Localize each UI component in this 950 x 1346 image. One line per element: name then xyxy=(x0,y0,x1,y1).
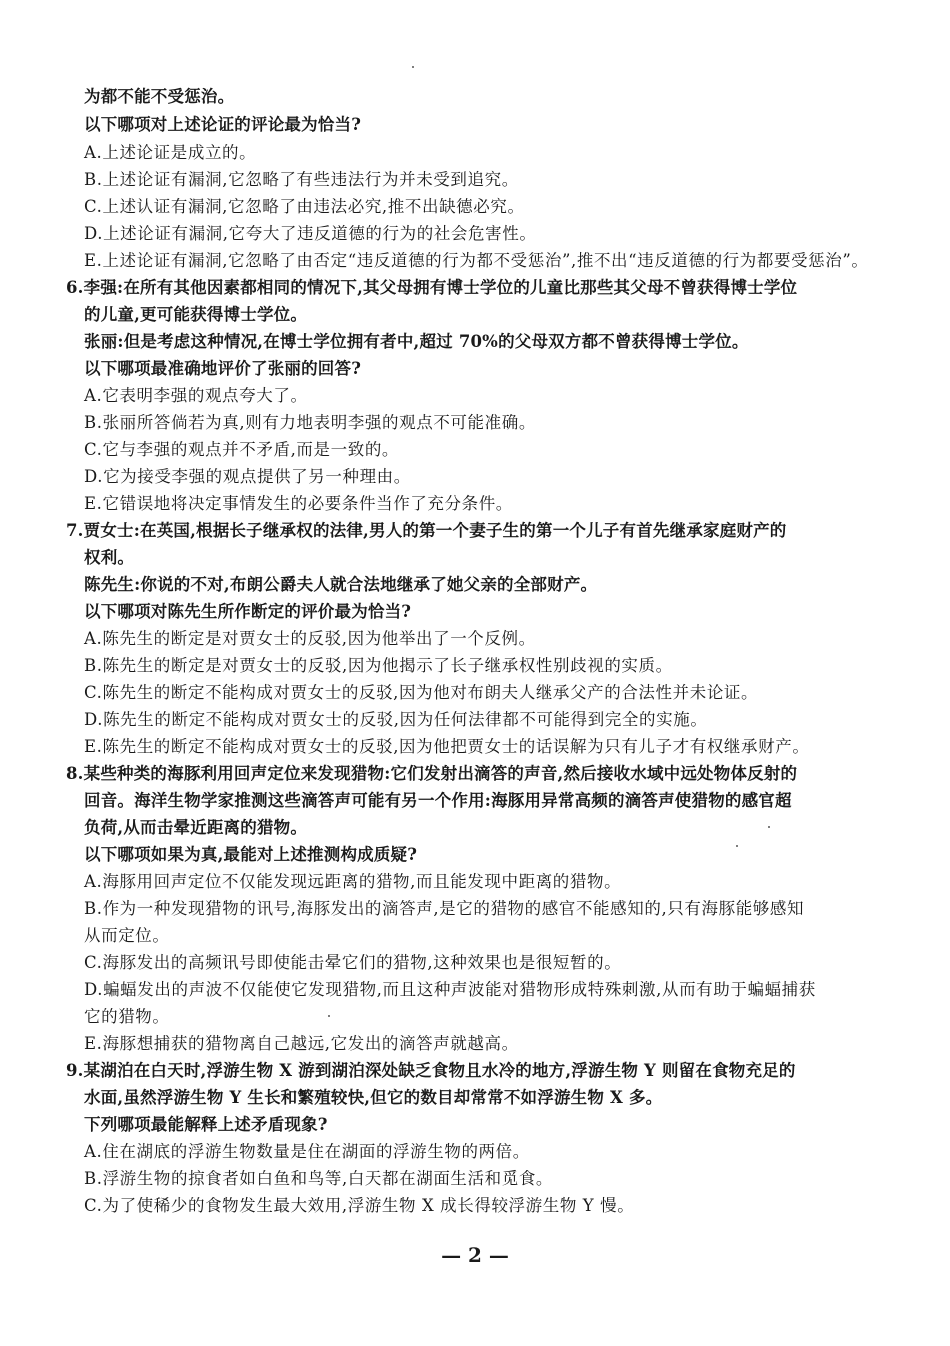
answer-option-line: C.上述认证有漏洞,它忽略了由违法必究,推不出缺德必究。 xyxy=(84,197,525,216)
question-text-line: 以下哪项最准确地评价了张丽的回答? xyxy=(84,359,362,378)
answer-option-line: B.浮游生物的掠食者如白鱼和鸟等,白天都在湖面生活和觅食。 xyxy=(84,1169,554,1188)
scan-speck xyxy=(412,66,414,68)
answer-option-line: D.陈先生的断定不能构成对贾女士的反驳,因为任何法律都不可能得到完全的实施。 xyxy=(84,710,708,729)
answer-option-line: 从而定位。 xyxy=(84,926,170,945)
answer-option-line: A.住在湖底的浮游生物数量是住在湖面的浮游生物的两倍。 xyxy=(84,1142,530,1161)
answer-option-line: B.上述论证有漏洞,它忽略了有些违法行为并未受到追究。 xyxy=(84,170,519,189)
scan-speck xyxy=(736,845,738,847)
question-text-line: 9.某湖泊在白天时,浮游生物 X 游到湖泊深处缺乏食物且水冷的地方,浮游生物 Y 则留在食物充足的 xyxy=(66,1061,796,1080)
question-text-line: 的儿童,更可能获得博士学位。 xyxy=(84,305,308,324)
answer-option-line: E.它错误地将决定事情发生的必要条件当作了充分条件。 xyxy=(84,494,513,513)
answer-option-line: C.陈先生的断定不能构成对贾女士的反驳,因为他对布朗夫人继承父产的合法性并未论证。 xyxy=(84,683,759,702)
question-text-line: 8.某些种类的海豚利用回声定位来发现猎物:它们发射出滴答的声音,然后接收水域中远处物体反射的 xyxy=(66,764,798,783)
page-number: — 2 — xyxy=(441,1243,509,1267)
answer-option-line: C.为了使稀少的食物发生最大效用,浮游生物 X 成长得较浮游生物 Y 慢。 xyxy=(84,1196,635,1215)
question-text-line: 以下哪项对陈先生所作断定的评价最为恰当? xyxy=(84,602,412,621)
question-text-line: 以下哪项对上述论证的评论最为恰当? xyxy=(84,115,362,134)
answer-option-line: C.海豚发出的高频讯号即使能击晕它们的猎物,这种效果也是很短暂的。 xyxy=(84,953,622,972)
answer-option-line: E.陈先生的断定不能构成对贾女士的反驳,因为他把贾女士的话误解为只有儿子才有权继承财产。 xyxy=(84,737,810,756)
question-text-line: 6.李强:在所有其他因素都相同的情况下,其父母拥有博士学位的儿童比那些其父母不曾获得博士学位 xyxy=(66,278,798,297)
question-text-line: 为都不能不受惩治。 xyxy=(84,87,235,106)
question-text-line: 回音。海洋生物学家推测这些滴答声可能有另一个作用:海豚用异常高频的滴答声使猎物的感官超 xyxy=(84,791,792,810)
question-text-line: 陈先生:你说的不对,布朗公爵夫人就合法地继承了她父亲的全部财产。 xyxy=(84,575,598,594)
answer-option-line: 它的猎物。 xyxy=(84,1007,170,1026)
question-text-line: 7.贾女士:在英国,根据长子继承权的法律,男人的第一个妻子生的第一个儿子有首先继承家庭财产的 xyxy=(66,521,787,540)
answer-option-line: D.蝙蝠发出的声波不仅能使它发现猎物,而且这种声波能对猎物形成特殊刺激,从而有助于蝙蝠捕获 xyxy=(84,980,816,999)
question-text-line: 负荷,从而击晕近距离的猎物。 xyxy=(84,818,308,837)
answer-option-line: E.上述论证有漏洞,它忽略了由否定“违反道德的行为都不受惩治”,推不出“违反道德的行为都要受惩治”。 xyxy=(84,251,869,270)
answer-option-line: D.上述论证有漏洞,它夸大了违反道德的行为的社会危害性。 xyxy=(84,224,537,243)
answer-option-line: C.它与李强的观点并不矛盾,而是一致的。 xyxy=(84,440,400,459)
question-text-line: 张丽:但是考虑这种情况,在博士学位拥有者中,超过 70%的父母双方都不曾获得博士学位。 xyxy=(84,332,749,351)
scan-speck xyxy=(768,826,770,828)
question-text-line: 下列哪项最能解释上述矛盾现象? xyxy=(84,1115,328,1134)
answer-option-line: B.陈先生的断定是对贾女士的反驳,因为他揭示了长子继承权性别歧视的实质。 xyxy=(84,656,673,675)
answer-option-line: A.它表明李强的观点夸大了。 xyxy=(84,386,308,405)
question-text-line: 权利。 xyxy=(84,548,135,567)
answer-option-line: D.它为接受李强的观点提供了另一种理由。 xyxy=(84,467,411,486)
answer-option-line: B.张丽所答倘若为真,则有力地表明李强的观点不可能准确。 xyxy=(84,413,536,432)
answer-option-line: A.上述论证是成立的。 xyxy=(84,143,257,162)
scan-speck xyxy=(328,1015,330,1017)
answer-option-line: E.海豚想捕获的猎物离自己越远,它发出的滴答声就越高。 xyxy=(84,1034,519,1053)
answer-option-line: A.海豚用回声定位不仅能发现远距离的猎物,而且能发现中距离的猎物。 xyxy=(84,872,622,891)
answer-option-line: A.陈先生的断定是对贾女士的反驳,因为他举出了一个反例。 xyxy=(84,629,536,648)
question-text-line: 水面,虽然浮游生物 Y 生长和繁殖较快,但它的数目却常常不如浮游生物 X 多。 xyxy=(84,1088,663,1107)
answer-option-line: B.作为一种发现猎物的讯号,海豚发出的滴答声,是它的猎物的感官不能感知的,只有海豚能够感知 xyxy=(84,899,805,918)
question-text-line: 以下哪项如果为真,最能对上述推测构成质疑? xyxy=(84,845,418,864)
